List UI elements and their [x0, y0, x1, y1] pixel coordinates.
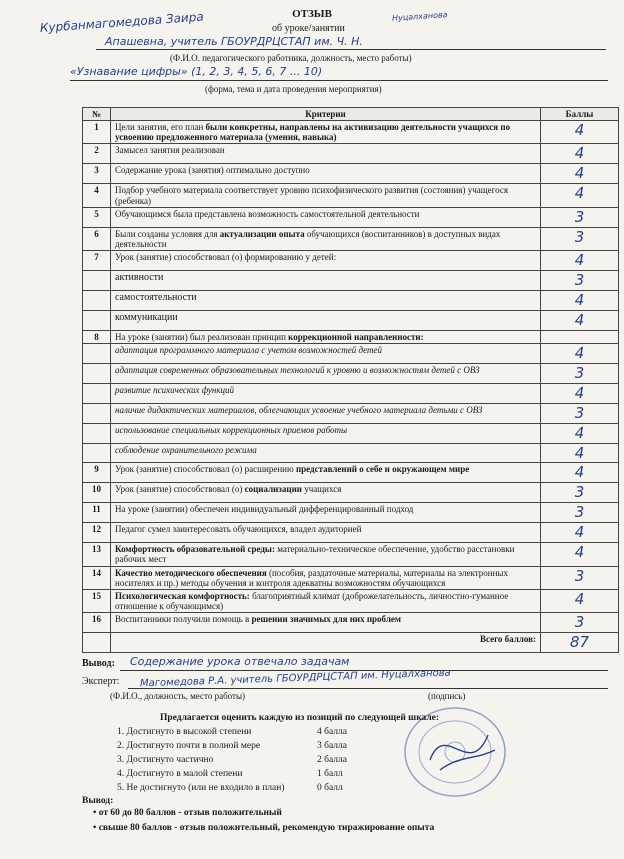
row-score: 4 — [574, 184, 585, 203]
outcome-text: свыше 80 баллов - отзыв положительный, рекомендую тиражирование опыта — [98, 823, 435, 833]
criteria-row — [83, 184, 619, 207]
criteria-row — [83, 543, 619, 566]
criteria-text: коммуникации — [115, 311, 178, 323]
topic-underline — [70, 80, 608, 81]
criteria-text: Педагог сумел заинтересовать обучающихся, владел аудиторией — [115, 524, 362, 535]
criteria-text: Подбор учебного материала соответствует уровню психофизического развития (состояния) учащегося (ребенка) — [115, 185, 508, 206]
criteria-text: Цели занятия, его план — [115, 122, 206, 133]
criteria-text: Урок (занятие) способствовал (о) расширению — [115, 464, 296, 475]
header-criteria: Критерии — [111, 108, 541, 121]
criteria-text: Обучающимся была представлена возможность самостоятельной деятельности — [115, 208, 420, 219]
row-criteria — [111, 523, 541, 543]
expert-underline — [128, 688, 608, 689]
scale-label: 2. Достигнуто почти в полной мере — [117, 741, 261, 751]
row-criteria — [111, 184, 541, 207]
criteria-row — [83, 330, 619, 343]
criteria-text-tail: обучающихся (воспитанников) в доступных видах деятельности — [115, 228, 501, 249]
criteria-text: Урок (занятие) способствовал (о) формированию у детей: — [115, 251, 337, 262]
doc-title: ОТЗЫВ — [292, 8, 332, 20]
row-number: 4 — [83, 184, 111, 207]
hw-name-line1: Курбанмагомедова Заира — [39, 9, 205, 35]
row-score: 4 — [574, 310, 585, 329]
criteria-row — [83, 523, 619, 543]
row-criteria — [111, 383, 541, 403]
row-criteria — [111, 121, 541, 144]
criteria-row — [83, 383, 619, 403]
criteria-row — [83, 164, 619, 184]
scale-label: 4. Достигнуто в малой степени — [117, 769, 243, 779]
scale-list — [117, 727, 347, 797]
total-value: 87 — [569, 633, 590, 652]
criteria-bold-text: актуализации опыта — [219, 228, 305, 239]
criteria-row — [83, 290, 619, 310]
criteria-text: Содержание урока (занятия) оптимально доступно — [115, 165, 310, 176]
row-number: 9 — [83, 463, 111, 483]
scale-value: 1 балл — [317, 769, 343, 779]
row-score: 3 — [574, 227, 585, 246]
criteria-text: На уроке (занятии) был реализован принцип — [115, 331, 289, 342]
criteria-row — [83, 227, 619, 250]
criteria-text-tail: (пособия, раздаточные материалы, материалы на электронных носителях и пр.) методы обучения и контроля адекватны возможностям обучающихся — [115, 567, 508, 588]
row-score: 3 — [574, 613, 585, 632]
row-criteria — [111, 566, 541, 589]
criteria-text: использование специальных коррекционных приемов работы — [115, 424, 348, 435]
scale-item — [117, 741, 347, 755]
row-criteria — [111, 443, 541, 463]
criteria-text: Урок (занятие) способствовал (о) — [115, 484, 245, 495]
criteria-text: На уроке (занятии) обеспечен индивидуальный дифференцированный подход — [115, 504, 414, 515]
doc-title-sub: об уроке/занятии — [272, 23, 345, 34]
scale-value: 4 балла — [317, 727, 347, 737]
signature-caption: (подпись) — [428, 691, 466, 701]
criteria-row — [83, 463, 619, 483]
row-number: 2 — [83, 144, 111, 164]
criteria-text: активности — [115, 271, 164, 283]
conclusion-label: Вывод: — [82, 658, 115, 669]
row-criteria — [111, 613, 541, 633]
criteria-bold-text: Комфортность образовательной среды: — [115, 544, 275, 555]
row-criteria — [111, 250, 541, 270]
row-number — [83, 363, 111, 383]
row-number: 10 — [83, 483, 111, 503]
criteria-bold-text: решении значимых для них проблем — [251, 614, 401, 625]
row-score: 4 — [574, 144, 585, 163]
criteria-row — [83, 363, 619, 383]
row-score: 4 — [574, 290, 585, 309]
criteria-row — [83, 613, 619, 633]
row-score: 4 — [574, 589, 585, 608]
row-score: 3 — [574, 566, 585, 585]
row-criteria — [111, 343, 541, 363]
criteria-row — [83, 207, 619, 227]
criteria-row — [83, 121, 619, 144]
criteria-row — [83, 423, 619, 443]
row-number — [83, 310, 111, 330]
criteria-bold-text: Качество методического обеспечения — [115, 567, 267, 578]
row-score: 3 — [574, 270, 585, 289]
criteria-row — [83, 443, 619, 463]
row-criteria — [111, 463, 541, 483]
row-number: 11 — [83, 503, 111, 523]
bullet-icon: • — [93, 808, 99, 818]
row-number — [83, 270, 111, 290]
row-number: 6 — [83, 227, 111, 250]
row-criteria — [111, 330, 541, 343]
scale-item — [117, 769, 347, 783]
total-label: Всего баллов: — [111, 633, 541, 653]
row-criteria — [111, 403, 541, 423]
scale-intro: Предлагается оценить каждую из позиций по следующей шкале: — [160, 713, 440, 723]
criteria-text: адаптация современных образовательных технологий к уровню и возможностям детей с ОВЗ — [115, 364, 480, 375]
row-number — [83, 443, 111, 463]
criteria-row — [83, 250, 619, 270]
criteria-text: развитие психических функций — [115, 384, 235, 395]
outcome-list — [93, 808, 434, 838]
criteria-text: соблюдение охранительного режима — [115, 444, 257, 455]
outcome-item — [93, 808, 434, 823]
conclusion-hw: Содержание урока отвечало задачам — [130, 655, 350, 668]
row-criteria — [111, 290, 541, 310]
row-score: 4 — [574, 121, 585, 140]
caption-form: (форма, тема и дата проведения мероприятия) — [205, 84, 382, 94]
row-number: 16 — [83, 613, 111, 633]
criteria-row — [83, 483, 619, 503]
criteria-text: Были созданы условия для — [115, 228, 220, 239]
scale-label: 3. Достигнуто частично — [117, 755, 214, 765]
row-score: 4 — [574, 543, 585, 562]
row-score: 4 — [574, 463, 585, 482]
row-criteria — [111, 207, 541, 227]
scale-item — [117, 727, 347, 741]
criteria-text: адаптация программного материала с учетом возможностей детей — [115, 344, 382, 355]
row-score: 3 — [574, 403, 585, 422]
criteria-text-tail: учащихся — [301, 484, 342, 495]
row-number: 15 — [83, 589, 111, 612]
criteria-row — [83, 270, 619, 290]
bullet-icon: • — [93, 823, 99, 833]
criteria-text: наличие дидактических материалов, облегчающих усвоение учебного материала детьми с ОВЗ — [115, 404, 483, 415]
row-number — [83, 423, 111, 443]
scale-value: 3 балла — [317, 741, 347, 751]
outcome-label: Вывод: — [82, 796, 114, 806]
criteria-row — [83, 503, 619, 523]
expert-label: Эксперт: — [82, 676, 120, 687]
row-number: 3 — [83, 164, 111, 184]
row-number: 1 — [83, 121, 111, 144]
scale-item — [117, 783, 347, 797]
row-number: 5 — [83, 207, 111, 227]
criteria-bold-text: были конкретны, направлены на активизацию деятельности учащихся по усвоению предложенного материала (умения, навыка) — [115, 122, 511, 143]
row-criteria — [111, 503, 541, 523]
row-number: 8 — [83, 330, 111, 343]
row-criteria — [111, 144, 541, 164]
row-number: 7 — [83, 250, 111, 270]
criteria-row — [83, 310, 619, 330]
hw-topic: «Узнавание цифры» (1, 2, 3, 4, 5, 6, 7 ... 10) — [70, 65, 323, 78]
row-score: 3 — [574, 363, 585, 382]
row-number — [83, 343, 111, 363]
scale-label: 5. Не достигнуто (или не входило в план) — [117, 783, 285, 793]
row-criteria — [111, 310, 541, 330]
row-number: 12 — [83, 523, 111, 543]
criteria-bold-text: коррекционной направленности: — [288, 331, 424, 342]
row-score: 4 — [574, 250, 585, 269]
row-score: 4 — [574, 164, 585, 183]
row-score: 4 — [574, 383, 585, 402]
outcome-item — [93, 823, 434, 838]
criteria-bold-text: представлений о себе и окружающем мире — [295, 464, 470, 475]
row-number: 14 — [83, 566, 111, 589]
row-number — [83, 290, 111, 310]
outcome-text: от 60 до 80 баллов - отзыв положительный — [98, 808, 282, 818]
criteria-row — [83, 403, 619, 423]
criteria-row — [83, 144, 619, 164]
row-criteria — [111, 270, 541, 290]
criteria-row — [83, 343, 619, 363]
criteria-text-tail: благоприятный климат (доброжелательность, личностно-гуманное отношение к обучающимся) — [115, 590, 509, 611]
hw-name-line2b: Нуцалханова — [391, 10, 448, 23]
scale-item — [117, 755, 347, 769]
name-underline — [96, 49, 606, 50]
row-score: 3 — [574, 503, 585, 522]
criteria-table — [82, 107, 619, 653]
row-criteria — [111, 227, 541, 250]
row-score: 3 — [574, 483, 585, 502]
row-score: 3 — [574, 207, 585, 226]
row-number — [83, 383, 111, 403]
criteria-bold-text: социализации — [244, 484, 302, 495]
criteria-text: самостоятельности — [115, 291, 197, 303]
header-score: Баллы — [541, 108, 619, 121]
criteria-text: Замысел занятия реализован — [115, 145, 225, 156]
row-criteria — [111, 363, 541, 383]
scale-value: 0 балл — [317, 783, 343, 793]
row-number: 13 — [83, 543, 111, 566]
row-criteria — [111, 483, 541, 503]
total-row — [83, 633, 619, 653]
scale-label: 1. Достигнуто в высокой степени — [117, 727, 252, 737]
row-score: 4 — [574, 523, 585, 542]
row-criteria — [111, 543, 541, 566]
expert-hw: Магомедова Р.А. учитель ГБОУРДРЦСТАП им. Нуцалханова — [139, 667, 451, 690]
row-score: 4 — [574, 423, 585, 442]
row-criteria — [111, 164, 541, 184]
criteria-text-tail: материально-техническое обеспечение, удобство расстановки рабочих мест — [115, 544, 515, 565]
row-number — [83, 403, 111, 423]
caption-fio: (Ф.И.О. педагогического работника, должность, место работы) — [170, 53, 412, 63]
scale-value: 2 балла — [317, 755, 347, 765]
criteria-bold-text: Психологическая комфортность: — [115, 590, 250, 601]
row-score: 4 — [574, 343, 585, 362]
criteria-text: Воспитанники получили помощь в — [115, 614, 252, 625]
table-header-row — [83, 108, 619, 121]
criteria-row — [83, 589, 619, 612]
hw-name-line2: Апашевна, учитель ГБОУРДРЦСТАП им. Ч. Н. — [105, 35, 363, 48]
header-num: № — [83, 108, 111, 121]
row-score: 4 — [574, 443, 585, 462]
row-criteria — [111, 423, 541, 443]
row-criteria — [111, 589, 541, 612]
criteria-row — [83, 566, 619, 589]
expert-caption: (Ф.И.О., должность, место работы) — [110, 691, 246, 701]
